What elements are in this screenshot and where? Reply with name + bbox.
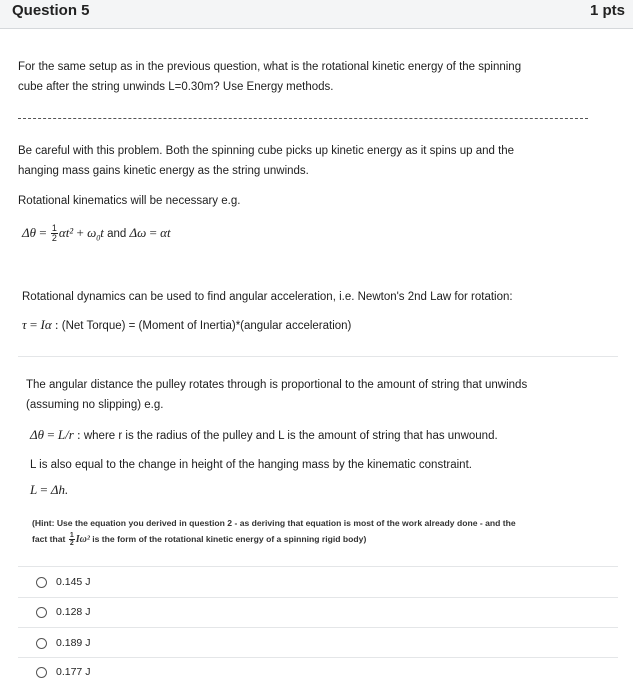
torque-text: (Net Torque) = (Moment of Inertia)*(angular acceleration) [61,320,352,332]
answer-divider [18,657,618,658]
radio-button-icon[interactable] [36,607,47,618]
question-text-line-1: For the same setup as in the previous question, what is the rotational kinetic energy of the spinning [18,61,522,73]
hint-line-1: (Hint: Use the equation you derived in question 2 - as deriving that equation is most of the work already done - and the [32,518,516,528]
kinematics-equation: Δθ = $\frac{1}{2}$ $\alpha t^2 + \omega_0t$ and Δω = αt [22,223,171,244]
hint-fraction-one-half: $\frac{1}{2}$ [69,532,74,548]
torque-equation: τ = Iα : (Net Torque) = (Moment of Inertia)*(angular acceleration) [22,317,352,332]
answer-label: 0.128 J [56,606,91,618]
careful-note-line-1: Be careful with this problem. Both the spinning cube picks up kinetic energy as it spins up and the [18,145,515,157]
constraint-equation: L = Δh. [30,482,69,497]
radio-button-icon[interactable] [36,667,47,678]
section-divider [18,356,618,357]
question-title: Question 5 [12,2,90,19]
answer-divider [18,627,618,628]
question-points: 1 pts [589,2,625,19]
constraint-note: L is also equal to the change in height of the hanging mass by the kinematic constraint. [30,459,472,471]
angular-equation: Δθ = L/r : where r is the radius of the pulley and L is the amount of string that has unwound. [30,427,498,442]
careful-note-line-2: hanging mass gains kinetic energy as the string unwinds. [18,165,309,177]
angular-note-line-2: (assuming no slipping) e.g. [26,399,164,411]
equation-and-word: and [107,228,127,240]
radio-button-icon[interactable] [36,577,47,588]
angular-note-line-1: The angular distance the pulley rotates through is proportional to the amount of string that unwinds [26,379,528,391]
hint-line-2-post: is the form of the rotational kinetic energy of a spinning rigid body) [92,534,367,544]
dynamics-note: Rotational dynamics can be used to find angular acceleration, i.e. Newton's 2nd Law for rotation: [22,291,513,303]
answer-option-2[interactable] [36,602,90,622]
where-text: where r is the radius of the pulley and L is the amount of string that has unwound. [83,430,498,442]
hint-line-2-pre: fact that [32,534,66,544]
question-text-line-2: cube after the string unwinds L=0.30m? Use Energy methods. [18,81,334,93]
hint-line-2: fact that $\frac{1}{2}$ Iω² is the form of the rotational kinetic energy of a spinning rigid body) [32,532,367,548]
answer-option-4[interactable] [36,662,90,682]
question-header [0,0,633,29]
answer-option-1[interactable] [36,572,90,592]
answers-top-divider [18,566,618,567]
dashed-divider [18,118,588,119]
answer-divider [18,597,618,598]
answer-option-3[interactable] [36,633,90,653]
answer-label: 0.189 J [56,637,91,649]
radio-button-icon[interactable] [36,638,47,649]
answer-label: 0.177 J [56,666,91,678]
fraction-one-half: $\frac{1}{2}$ [51,223,57,244]
answer-label: 0.145 J [56,576,91,588]
kinematics-note: Rotational kinematics will be necessary e.g. [18,195,241,207]
